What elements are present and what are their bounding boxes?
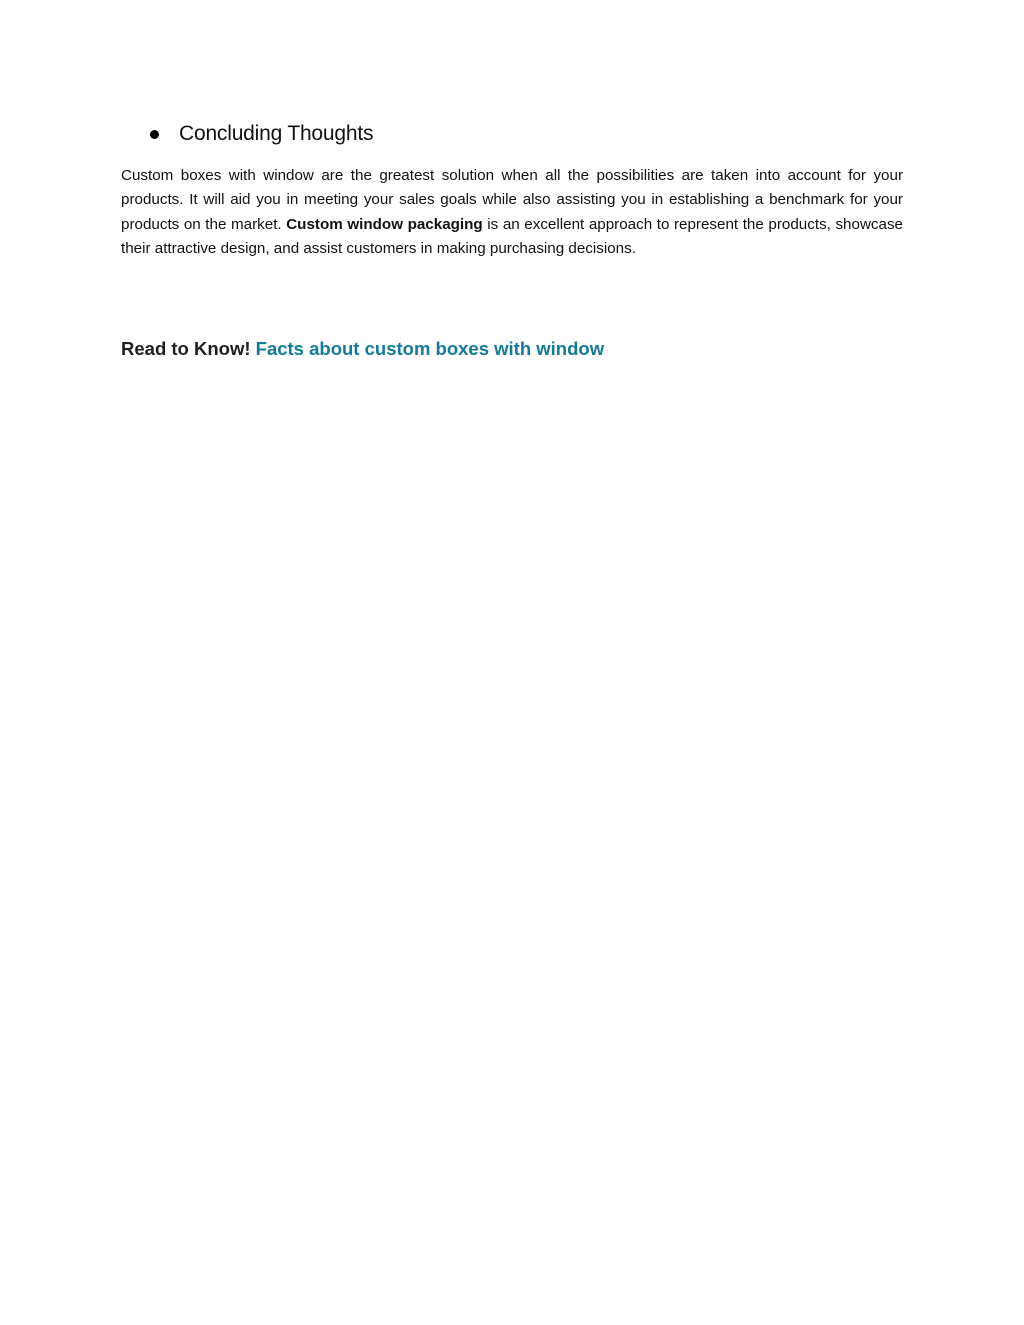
bullet-icon — [150, 130, 159, 139]
body-paragraph — [121, 164, 903, 262]
paragraph-text-part1: Custom boxes with window are the greatest solution when all the possibilities are taken into account for your products. It will aid you in meeting your sales goals while also assisting you in establishing a benchmark for your products on the market. — [121, 167, 903, 233]
read-more-link[interactable]: Facts about custom boxes with window — [255, 338, 605, 359]
section-heading-row — [150, 122, 373, 146]
paragraph-text-part2: is an excellent approach to represent the products, showcase their attractive design, and assist customers in making purchasing decisions. — [121, 215, 903, 258]
read-more-line — [121, 338, 604, 360]
read-more-prefix: Read to Know! — [121, 338, 251, 359]
paragraph-bold-phrase: Custom window packaging — [286, 215, 483, 233]
section-heading: Concluding Thoughts — [179, 122, 374, 145]
